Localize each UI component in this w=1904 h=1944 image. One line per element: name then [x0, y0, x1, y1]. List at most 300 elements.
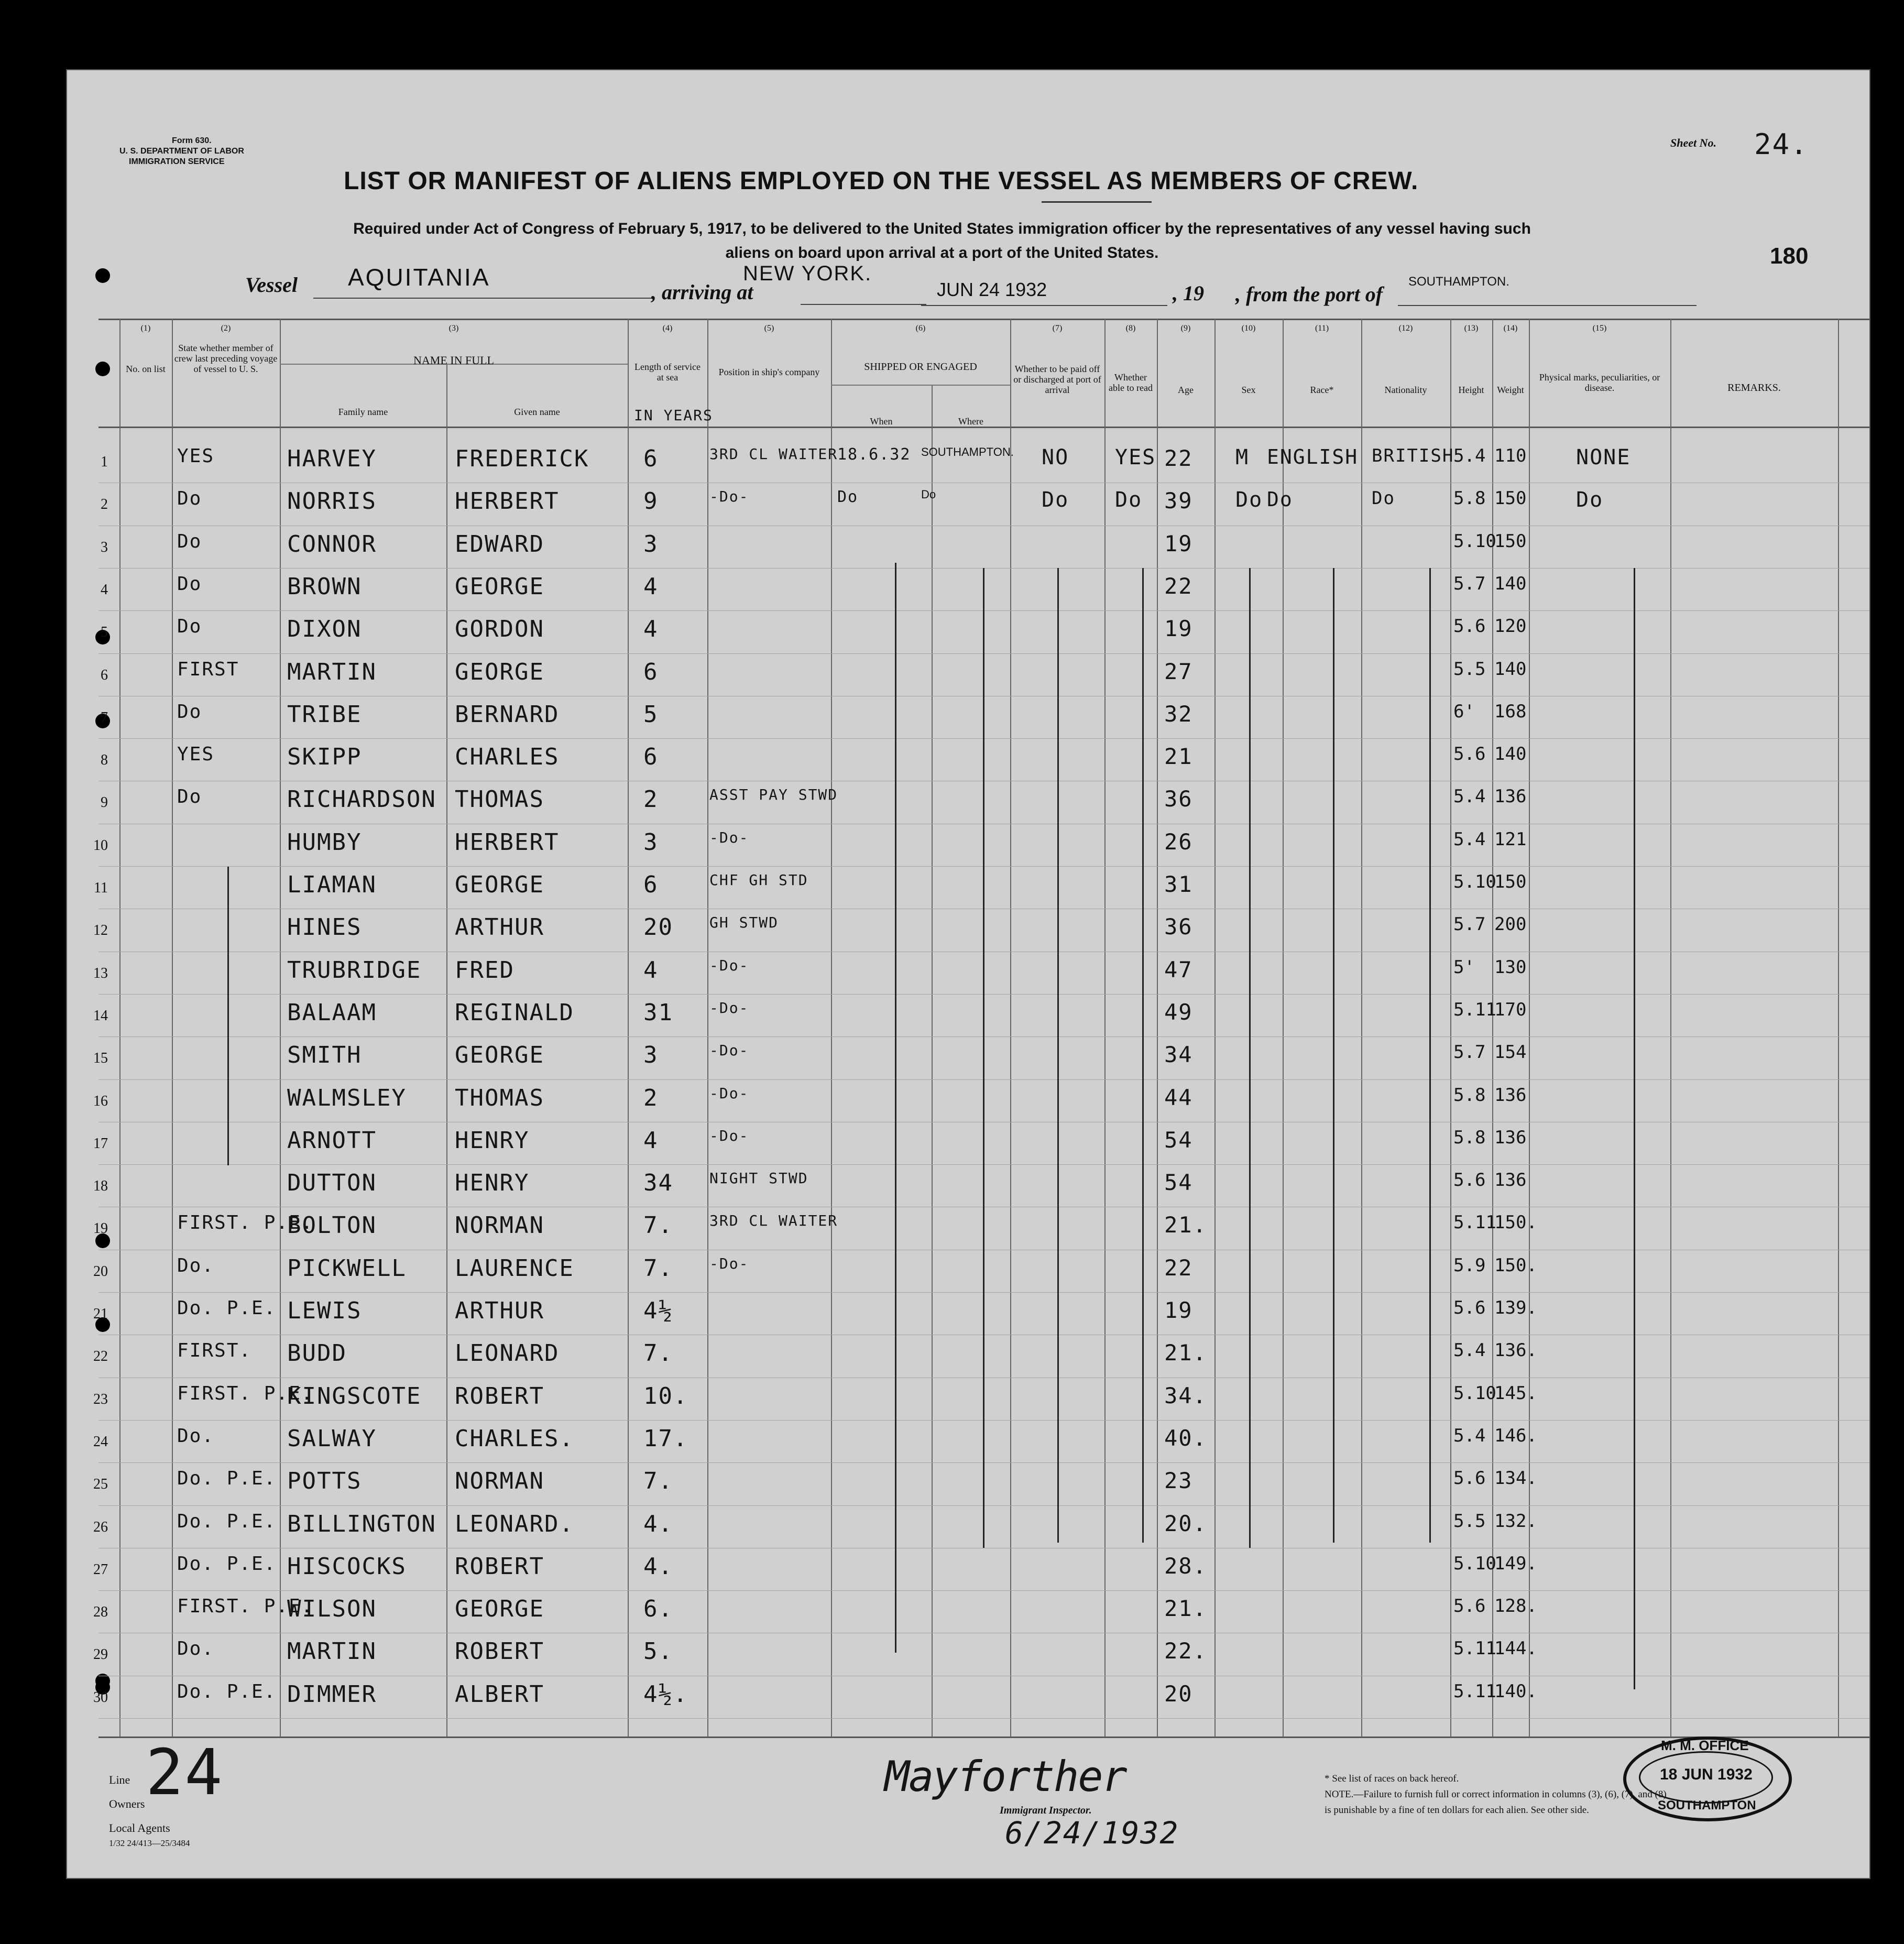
row-number: 28 — [93, 1604, 108, 1621]
family-name: BUDD — [287, 1340, 347, 1367]
subtitle-line-1: Required under Act of Congress of February 5, 1917, to be delivered to the United States immigration officer by the representatives of any vessel having such — [353, 220, 1531, 237]
header-paid-off: Whether to be paid off or discharged at port of arrival — [1013, 364, 1101, 395]
family-name: ARNOTT — [287, 1127, 377, 1154]
inspector-label: Immigrant Inspector. — [1000, 1805, 1092, 1816]
service-years: 34 — [643, 1170, 673, 1197]
from-port-label: , from the port of — [1235, 282, 1383, 306]
col-num-7: (7) — [1052, 324, 1063, 333]
family-name: KINGSCOTE — [287, 1382, 422, 1410]
weight: 200 — [1494, 914, 1527, 935]
footer-line-label: Line — [109, 1773, 130, 1786]
height: 5.4 — [1453, 1425, 1486, 1446]
given-name: GEORGE — [455, 658, 544, 685]
given-name: HERBERT — [455, 488, 560, 515]
year-label: , 19 — [1173, 281, 1204, 305]
prior-voyage: Do — [177, 786, 202, 808]
weight: 132. — [1494, 1510, 1537, 1532]
given-name: NORMAN — [455, 1212, 544, 1239]
service-years: 2 — [643, 786, 659, 813]
col-rule — [628, 319, 629, 1737]
height: 5.6 — [1453, 1468, 1486, 1489]
age: 31 — [1164, 871, 1193, 897]
able-to-read: Do — [1115, 488, 1143, 512]
header-family-name: Family name — [338, 407, 388, 417]
age: 36 — [1164, 914, 1193, 940]
header-state: State whether member of crew last preceding voyage of vessel to U. S. — [174, 343, 278, 374]
family-name: NORRIS — [287, 488, 377, 515]
row-number: 12 — [93, 922, 108, 939]
col-num-14: (14) — [1503, 324, 1518, 333]
col-num-8: (8) — [1125, 324, 1136, 333]
ship-position: -Do- — [709, 1127, 749, 1144]
col-num-15: (15) — [1592, 324, 1607, 333]
family-name: BROWN — [287, 573, 362, 600]
col-rule — [1283, 319, 1284, 1737]
prior-voyage: Do — [177, 701, 202, 723]
service-years: 6 — [643, 871, 659, 898]
age: 28. — [1164, 1553, 1207, 1579]
title-rule — [1042, 201, 1152, 203]
family-name: RICHARDSON — [287, 786, 436, 813]
age: 19 — [1164, 1297, 1193, 1323]
ship-position: -Do- — [709, 1042, 749, 1060]
age: 32 — [1164, 701, 1193, 727]
given-name: ROBERT — [455, 1382, 544, 1410]
ship-position: -Do- — [709, 488, 749, 506]
row-number: 29 — [93, 1646, 108, 1663]
paid-off: NO — [1042, 445, 1069, 469]
col-rule — [1214, 319, 1216, 1737]
row-number: 7 — [101, 709, 108, 726]
prior-voyage: YES — [177, 445, 215, 467]
prior-voyage: FIRST. P.E. — [177, 1212, 314, 1234]
height: 5.11 — [1453, 999, 1496, 1020]
row-number: 26 — [93, 1519, 108, 1535]
height: 5.6 — [1453, 1170, 1486, 1191]
weight: 140 — [1494, 744, 1527, 765]
col-rule — [1157, 319, 1158, 1737]
prior-voyage: Do — [177, 530, 202, 552]
race: Do — [1267, 488, 1293, 511]
weight: 110 — [1494, 445, 1527, 466]
service-years: 6 — [643, 445, 659, 472]
ship-position: -Do- — [709, 956, 749, 974]
family-name: PICKWELL — [287, 1254, 407, 1282]
weight: 136 — [1494, 1127, 1527, 1148]
given-name: HENRY — [455, 1127, 530, 1154]
prior-voyage: Do. P.E. — [177, 1468, 277, 1490]
given-name: CHARLES — [455, 744, 560, 771]
ditto-stroke — [1057, 568, 1059, 1543]
family-name: HISCOCKS — [287, 1553, 407, 1580]
col-num-13: (13) — [1464, 324, 1479, 333]
height: 5' — [1453, 956, 1475, 978]
given-name: ALBERT — [455, 1680, 544, 1708]
row-number: 21 — [93, 1306, 108, 1322]
weight: 150 — [1494, 530, 1527, 552]
age: 40. — [1164, 1425, 1207, 1451]
given-name: LAURENCE — [455, 1254, 574, 1282]
height: 5.5 — [1453, 1510, 1486, 1532]
given-name: ROBERT — [455, 1638, 544, 1665]
header-height: Height — [1458, 385, 1484, 395]
prior-voyage: Do — [177, 573, 202, 595]
weight: 146. — [1494, 1425, 1537, 1446]
prior-voyage: Do. — [177, 1425, 215, 1447]
row-number: 1 — [101, 454, 108, 470]
row-number: 13 — [93, 965, 108, 981]
given-name: GORDON — [455, 616, 544, 643]
given-name: EDWARD — [455, 530, 544, 558]
weight: 130 — [1494, 956, 1527, 978]
given-name: LEONARD. — [455, 1510, 574, 1537]
col-rule — [1361, 319, 1362, 1737]
row-rule — [99, 1590, 1869, 1591]
engaged-where: Do — [921, 488, 936, 501]
mm-office-stamp — [1623, 1737, 1792, 1821]
given-name: ROBERT — [455, 1553, 544, 1580]
given-name: GEORGE — [455, 573, 544, 600]
service-years: 4 — [643, 573, 659, 600]
service-years: 17. — [643, 1425, 688, 1452]
weight: 150. — [1494, 1254, 1537, 1276]
prior-voyage: Do. P.E. — [177, 1680, 277, 1702]
inspector-date: 6/24/1932 — [1005, 1815, 1179, 1851]
ship-position: 3RD CL WAITER — [709, 1212, 838, 1230]
service-years: 3 — [643, 1042, 659, 1069]
vessel-label: Vessel — [245, 273, 298, 297]
prior-voyage: FIRST — [177, 658, 239, 680]
height: 5.10 — [1453, 871, 1496, 892]
row-number: 9 — [101, 794, 108, 811]
age: 21. — [1164, 1340, 1207, 1366]
service-years: 5. — [643, 1638, 673, 1665]
row-number: 19 — [93, 1220, 108, 1237]
given-name: GEORGE — [455, 871, 544, 898]
service-years: 6 — [643, 658, 659, 685]
col-num-3: (3) — [448, 324, 459, 333]
service-years: 6 — [643, 744, 659, 771]
given-name: ARTHUR — [455, 914, 544, 941]
family-name: LIAMAN — [287, 871, 377, 898]
row-number: 30 — [93, 1689, 108, 1706]
weight: 150 — [1494, 871, 1527, 892]
given-name: HERBERT — [455, 828, 560, 856]
arriving-label: , arriving at — [651, 280, 753, 304]
weight: 140 — [1494, 573, 1527, 594]
row-number: 22 — [93, 1348, 108, 1365]
header-race: Race* — [1310, 385, 1334, 395]
footer-note-1: * See list of races on back hereof. — [1325, 1773, 1459, 1784]
stamp-top-text: M. M. OFFICE — [1661, 1738, 1749, 1753]
weight: 121 — [1494, 828, 1527, 850]
physical-marks: NONE — [1576, 445, 1631, 469]
header-bottom-rule — [99, 427, 1869, 428]
service-years: 4 — [643, 956, 659, 984]
vessel-name: AQUITANIA — [348, 264, 490, 291]
nationality: Do — [1372, 488, 1395, 509]
weight: 149. — [1494, 1553, 1537, 1574]
height: 5.6 — [1453, 1297, 1486, 1318]
page-number: 180 — [1770, 243, 1809, 269]
prior-voyage: FIRST. P.E. — [177, 1382, 314, 1404]
footer-owners-label: Owners — [109, 1797, 145, 1810]
col-rule — [932, 385, 933, 1737]
col-rule — [1010, 319, 1011, 1737]
physical-marks: Do — [1576, 488, 1604, 512]
age: 44 — [1164, 1084, 1193, 1110]
ship-position: -Do- — [709, 1254, 749, 1272]
ship-position: CHF GH STD — [709, 871, 808, 889]
service-years: 7. — [643, 1468, 673, 1495]
family-name: HARVEY — [287, 445, 377, 472]
prior-voyage: Do. — [177, 1254, 215, 1276]
age: 23 — [1164, 1468, 1193, 1494]
ship-position: GH STWD — [709, 914, 779, 932]
weight: 168 — [1494, 701, 1527, 722]
weight: 136 — [1494, 1170, 1527, 1191]
footer-note-2: NOTE.—Failure to furnish full or correct information in columns (3), (6), (7), and (8) — [1325, 1789, 1667, 1800]
ditto-stroke — [1429, 568, 1431, 1543]
row-number: 5 — [101, 624, 108, 641]
service-years: 5 — [643, 701, 659, 728]
given-name: NORMAN — [455, 1468, 544, 1495]
prior-voyage: Do — [177, 488, 202, 510]
height: 5.7 — [1453, 914, 1486, 935]
col-num-1: (1) — [140, 324, 151, 333]
weight: 144. — [1494, 1638, 1537, 1659]
col-rule — [119, 319, 121, 1737]
height: 5.6 — [1453, 616, 1486, 637]
given-name: HENRY — [455, 1170, 530, 1197]
service-years: 10. — [643, 1382, 688, 1410]
family-name: BILLINGTON — [287, 1510, 436, 1537]
ditto-stroke — [227, 867, 229, 1165]
prior-voyage: FIRST. — [177, 1340, 252, 1362]
row-number: 27 — [93, 1561, 108, 1578]
age: 34. — [1164, 1382, 1207, 1408]
service-unit-note: IN YEARS — [634, 407, 713, 424]
row-number: 17 — [93, 1135, 108, 1152]
row-number: 11 — [94, 880, 108, 896]
weight: 139. — [1494, 1297, 1537, 1318]
header-weight: Weight — [1497, 385, 1524, 395]
row-number: 24 — [93, 1433, 108, 1450]
row-number: 18 — [93, 1178, 108, 1195]
age: 27 — [1164, 658, 1193, 684]
service-years: 9 — [643, 488, 659, 515]
age: 36 — [1164, 786, 1193, 812]
family-name: POTTS — [287, 1468, 362, 1495]
given-name: BERNARD — [455, 701, 560, 728]
row-number: 25 — [93, 1476, 108, 1493]
row-rule — [99, 1718, 1869, 1719]
weight: 154 — [1494, 1042, 1527, 1063]
footer-tally: 24 — [146, 1737, 224, 1809]
engaged-where: SOUTHAMPTON. — [921, 445, 1014, 458]
sheet-no-label: Sheet No. — [1670, 136, 1716, 149]
age: 54 — [1164, 1127, 1193, 1153]
ditto-stroke — [983, 568, 984, 1548]
height: 5.11 — [1453, 1638, 1496, 1659]
service-years: 20 — [643, 914, 673, 941]
row-number: 10 — [93, 837, 108, 854]
weight: 136 — [1494, 1084, 1527, 1106]
age: 54 — [1164, 1170, 1193, 1196]
service-years: 7. — [643, 1340, 673, 1367]
weight: 140. — [1494, 1680, 1537, 1702]
punch-hole — [95, 362, 110, 376]
header-when: When — [870, 416, 893, 427]
row-number: 6 — [101, 667, 108, 683]
height: 5.8 — [1453, 1084, 1486, 1106]
department-label: U. S. DEPARTMENT OF LABOR — [119, 147, 244, 156]
col-rule — [1450, 319, 1451, 1737]
age: 22. — [1164, 1638, 1207, 1664]
given-name: ARTHUR — [455, 1297, 544, 1324]
height: 5.10 — [1453, 530, 1496, 552]
age: 21. — [1164, 1596, 1207, 1622]
family-name: WILSON — [287, 1596, 377, 1623]
header-where: Where — [958, 416, 983, 427]
given-name: THOMAS — [455, 786, 544, 813]
stamp-date: 18 JUN 1932 — [1660, 1766, 1753, 1783]
age: 39 — [1164, 488, 1193, 514]
family-name: DIXON — [287, 616, 362, 643]
weight: 150 — [1494, 488, 1527, 509]
service-years: 3 — [643, 828, 659, 856]
height: 5.10 — [1453, 1382, 1496, 1404]
age: 20 — [1164, 1680, 1193, 1707]
sex: Do — [1235, 488, 1263, 512]
able-to-read: YES — [1115, 445, 1156, 469]
age: 49 — [1164, 999, 1193, 1025]
col-rule — [707, 319, 708, 1737]
family-name: SALWAY — [287, 1425, 377, 1452]
ship-position: NIGHT STWD — [709, 1170, 808, 1187]
height: 5.4 — [1453, 1340, 1486, 1361]
header-service: Length of service at sea — [634, 362, 701, 383]
row-number: 8 — [101, 752, 108, 769]
prior-voyage: Do. — [177, 1638, 215, 1660]
sex: M — [1235, 445, 1250, 469]
row-number: 4 — [101, 581, 108, 598]
inspector-signature: Mayforther — [884, 1752, 1126, 1801]
weight: 136 — [1494, 786, 1527, 807]
col-num-9: (9) — [1180, 324, 1191, 333]
service-years: 4½. — [643, 1680, 688, 1708]
service-years: 4. — [643, 1510, 673, 1537]
row-number: 3 — [101, 539, 108, 555]
ditto-stroke — [1142, 568, 1144, 1543]
height: 5.10 — [1453, 1553, 1496, 1574]
punch-hole — [95, 268, 110, 283]
arrival-port: NEW YORK. — [743, 262, 872, 285]
weight: 170 — [1494, 999, 1527, 1020]
service-years: 7. — [643, 1254, 673, 1282]
ship-position: ASST PAY STWD — [709, 786, 838, 804]
shipped-subrule — [831, 385, 1010, 386]
service-years: 31 — [643, 999, 673, 1026]
col-rule — [280, 319, 281, 1737]
col-rule — [1104, 319, 1106, 1737]
age: 26 — [1164, 828, 1193, 855]
family-name: TRUBRIDGE — [287, 956, 422, 984]
paid-off: Do — [1042, 488, 1069, 512]
height: 5.4 — [1453, 786, 1486, 807]
manifest-sheet — [67, 70, 1869, 1878]
nationality: BRITISH — [1372, 445, 1454, 466]
service-years: 4½ — [643, 1297, 673, 1324]
prior-voyage: Do. P.E. — [177, 1510, 277, 1532]
height: 6' — [1453, 701, 1475, 722]
row-number: 2 — [101, 496, 108, 513]
header-position: Position in ship's company — [718, 367, 820, 377]
height: 5.11 — [1453, 1212, 1496, 1233]
prior-voyage: Do. P.E. — [177, 1553, 277, 1575]
prior-voyage: FIRST. P.E. — [177, 1596, 314, 1618]
header-list-no: No. on list — [126, 364, 166, 374]
family-name: DUTTON — [287, 1170, 377, 1197]
ship-position: 3RD CL WAITER — [709, 445, 838, 463]
service-years: 3 — [643, 530, 659, 558]
row-number: 14 — [93, 1007, 108, 1024]
given-name: CHARLES. — [455, 1425, 574, 1452]
col-num-10: (10) — [1241, 324, 1256, 333]
height: 5.6 — [1453, 744, 1486, 765]
subtitle-line-2: aliens on board upon arrival at a port of the United States. — [725, 244, 1159, 261]
header-shipped: SHIPPED OR ENGAGED — [864, 361, 977, 373]
height: 5.7 — [1453, 1042, 1486, 1063]
weight: 120 — [1494, 616, 1527, 637]
family-name: BOLTON — [287, 1212, 377, 1239]
family-name: MARTIN — [287, 658, 377, 685]
weight: 134. — [1494, 1468, 1537, 1489]
given-name: FREDERICK — [455, 445, 589, 472]
service-years: 4. — [643, 1553, 673, 1580]
given-name: LEONARD — [455, 1340, 560, 1367]
family-name: LEWIS — [287, 1297, 362, 1324]
weight: 150. — [1494, 1212, 1537, 1233]
age: 21. — [1164, 1212, 1207, 1238]
age: 19 — [1164, 530, 1193, 556]
race: ENGLISH — [1267, 445, 1359, 468]
service-label: IMMIGRATION SERVICE — [129, 157, 225, 166]
age: 22 — [1164, 573, 1193, 599]
family-name: DIMMER — [287, 1680, 377, 1708]
document-title: LIST OR MANIFEST OF ALIENS EMPLOYED ON THE VESSEL AS MEMBERS OF CREW. — [344, 167, 1419, 195]
row-number: 15 — [93, 1050, 108, 1067]
col-rule — [1670, 319, 1671, 1737]
col-rule — [172, 319, 173, 1737]
family-name: MARTIN — [287, 1638, 377, 1665]
col-num-4: (4) — [662, 324, 673, 333]
height: 5.7 — [1453, 573, 1486, 594]
service-years: 4 — [643, 616, 659, 643]
arrival-date: JUN 24 1932 — [937, 279, 1047, 300]
family-name: HUMBY — [287, 828, 362, 856]
header-remarks: REMARKS. — [1727, 382, 1781, 394]
family-name: TRIBE — [287, 701, 362, 728]
family-name: SMITH — [287, 1042, 362, 1069]
height: 5.6 — [1453, 1596, 1486, 1617]
ship-position: -Do- — [709, 828, 749, 846]
header-name-in-full: NAME IN FULL — [413, 354, 494, 367]
footer-note-3: is punishable by a fine of ten dollars for each alien. See other side. — [1325, 1805, 1589, 1816]
height: 5.8 — [1453, 1127, 1486, 1148]
age: 22 — [1164, 445, 1193, 471]
header-sex: Sex — [1241, 385, 1256, 395]
